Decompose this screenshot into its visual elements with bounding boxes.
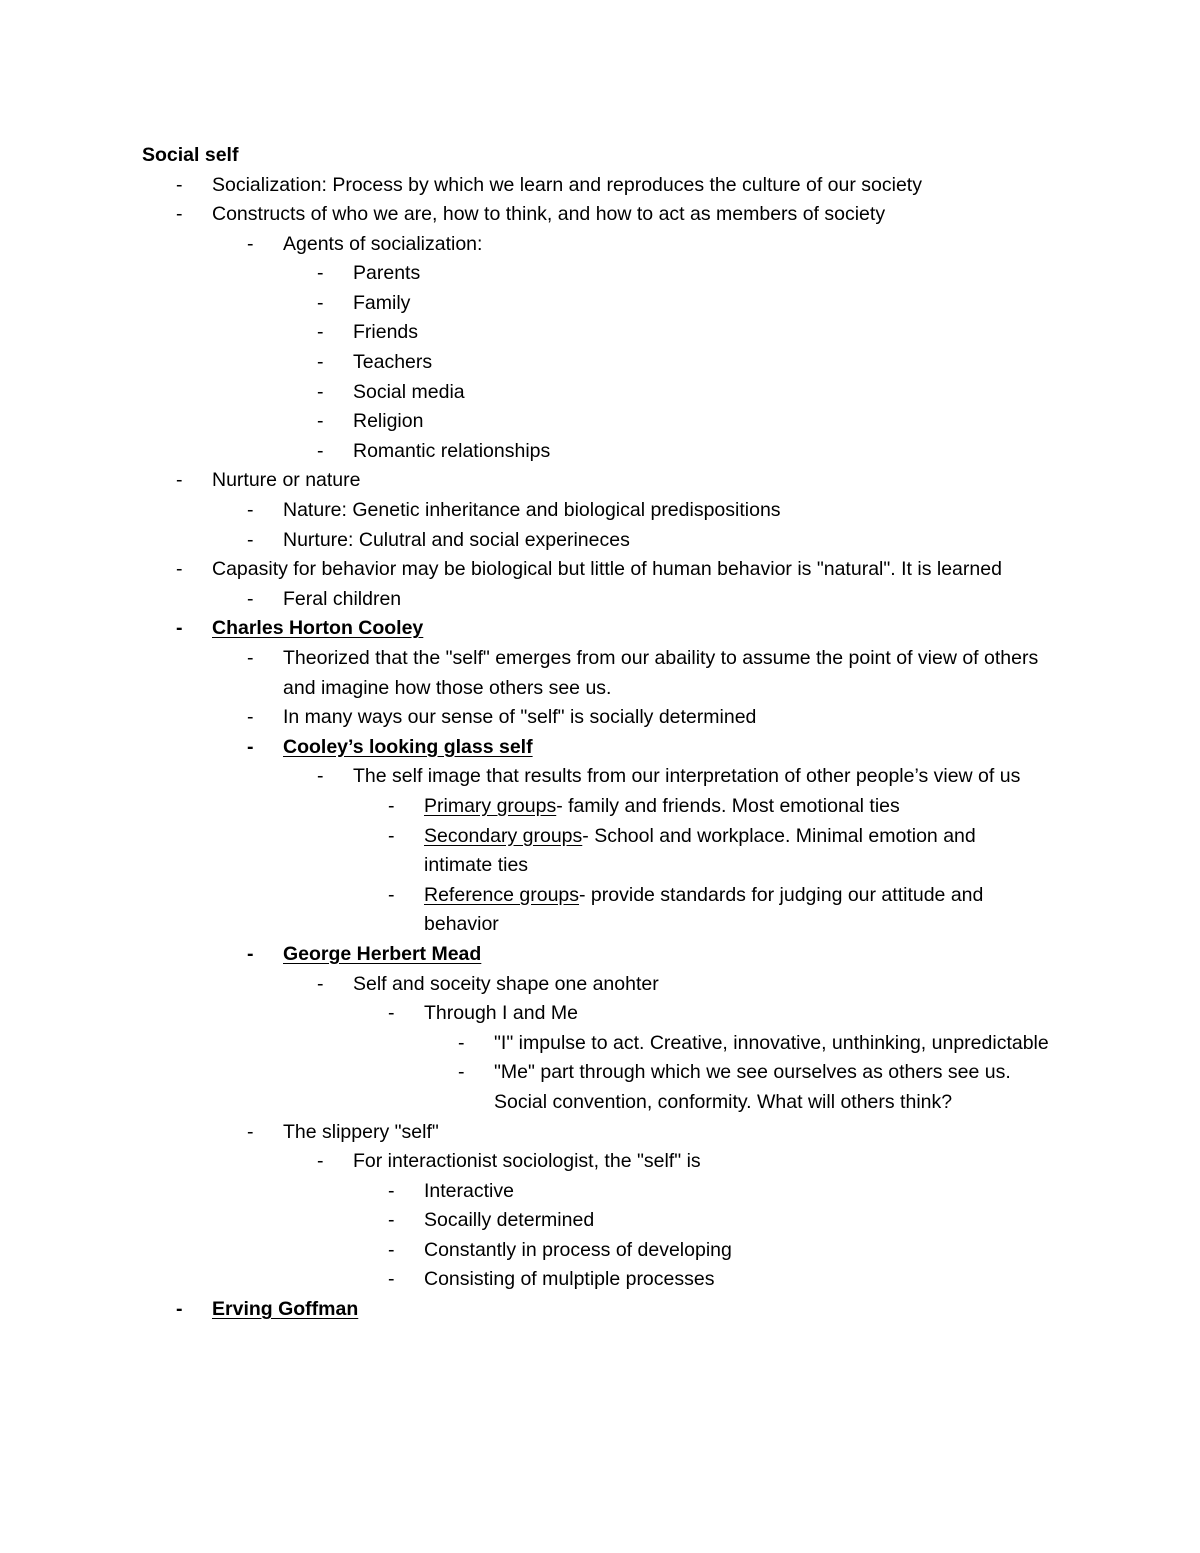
bullet-dash: - — [388, 1002, 395, 1025]
outline-item-text: Capasity for behavior may be biological but little of human behavior is "natural". It is learned — [212, 558, 1002, 581]
outline-item — [0, 437, 1200, 467]
outline-item-text: Parents — [353, 262, 421, 285]
outline-item-text: Nurture: Culutral and social experineces — [283, 528, 630, 551]
bullet-dash: - — [317, 321, 324, 344]
outline-heading-text: Cooley’s looking glass self — [283, 735, 533, 758]
outline-item-text: For interactionist sociologist, the "self" is — [353, 1150, 701, 1173]
outline-item — [0, 644, 1200, 703]
outline-list — [0, 171, 1200, 1325]
bullet-dash: - — [247, 232, 254, 255]
outline-heading — [0, 733, 1200, 763]
bullet-dash: - — [247, 499, 254, 522]
outline-item-text: Teachers — [353, 351, 433, 374]
outline-item — [0, 1265, 1200, 1295]
outline-heading-text: Charles Horton Cooley — [212, 617, 424, 640]
outline-item-text — [424, 881, 1049, 940]
outline-item — [0, 348, 1200, 378]
outline-item — [0, 822, 1200, 881]
outline-item-text: The slippery "self" — [283, 1120, 439, 1143]
outline-item — [0, 1177, 1200, 1207]
outline-item-text: Interactive — [424, 1179, 514, 1202]
bullet-dash: - — [388, 824, 395, 847]
group-term: Primary groups — [424, 794, 557, 817]
outline-item — [0, 318, 1200, 348]
outline-item-text: Socialization: Process by which we learn and reproduces the culture of our society — [212, 173, 922, 196]
bullet-dash: - — [176, 558, 183, 581]
outline-item — [0, 407, 1200, 437]
outline-item-text: Consisting of mulptiple processes — [424, 1268, 715, 1291]
bullet-dash: - — [176, 1298, 183, 1321]
outline-heading-text: Erving Goffman — [212, 1298, 359, 1321]
outline-heading — [0, 1295, 1200, 1325]
outline-item-text: Religion — [353, 410, 424, 433]
outline-item-text: Theorized that the "self" emerges from our abaility to assume the point of view of others and imagine how those others see us. — [283, 647, 1039, 699]
outline-item — [0, 289, 1200, 319]
outline-item-text: "I" impulse to act. Creative, innovative, unthinking, unpredictable — [494, 1031, 1049, 1054]
bullet-dash: - — [388, 1209, 395, 1232]
outline-item-text: Feral children — [283, 587, 402, 610]
outline-item-text: Family — [353, 291, 411, 314]
group-term: Reference groups — [424, 883, 580, 906]
outline-item-text: Romantic relationships — [353, 439, 551, 462]
outline-item — [0, 585, 1200, 615]
outline-heading-text: George Herbert Mead — [283, 942, 482, 965]
outline-item — [0, 466, 1200, 496]
bullet-dash: - — [317, 1150, 324, 1173]
group-description: - School and workplace. Minimal emotion and intimate ties — [424, 824, 976, 877]
bullet-dash: - — [247, 735, 254, 758]
bullet-dash: - — [317, 972, 324, 995]
outline-item — [0, 970, 1200, 1000]
outline-item — [0, 526, 1200, 556]
bullet-dash: - — [388, 1179, 395, 1202]
bullet-dash: - — [247, 942, 254, 965]
outline-item — [0, 762, 1200, 792]
outline-item — [0, 496, 1200, 526]
outline-item — [0, 881, 1200, 940]
outline-item-text: Constantly in process of developing — [424, 1238, 732, 1261]
bullet-dash: - — [317, 291, 324, 314]
document-title: Social self — [142, 144, 239, 166]
outline-item — [0, 555, 1200, 585]
outline-item — [0, 230, 1200, 260]
outline-item-text: "Me" part through which we see ourselves as others see us. Social convention, conformity. What will others think? — [494, 1061, 1011, 1113]
outline-item — [0, 1118, 1200, 1148]
outline-item-text: Self and soceity shape one anohter — [353, 972, 659, 995]
bullet-dash: - — [458, 1061, 465, 1084]
outline-item — [0, 703, 1200, 733]
outline-item — [0, 378, 1200, 408]
bullet-dash: - — [176, 173, 183, 196]
outline-item-text: Socailly determined — [424, 1209, 595, 1232]
outline-item-text: The self image that results from our interpretation of other people’s view of us — [353, 765, 1021, 788]
bullet-dash: - — [388, 1238, 395, 1261]
bullet-dash: - — [458, 1031, 465, 1054]
bullet-dash: - — [247, 587, 254, 610]
group-term: Secondary groups — [424, 824, 583, 847]
bullet-dash: - — [317, 351, 324, 374]
bullet-dash: - — [317, 380, 324, 403]
bullet-dash: - — [388, 794, 395, 817]
bullet-dash: - — [247, 528, 254, 551]
bullet-dash: - — [388, 1268, 395, 1291]
bullet-dash: - — [176, 469, 183, 492]
bullet-dash: - — [247, 647, 254, 669]
group-description: - provide standards for judging our attitude and behavior — [424, 883, 984, 936]
outline-item-text: Social media — [353, 380, 465, 403]
bullet-dash: - — [247, 1120, 254, 1143]
outline-item-text — [424, 792, 1049, 822]
bullet-dash: - — [317, 765, 324, 788]
outline-item-text: Nurture or nature — [212, 469, 361, 492]
outline-item — [0, 1147, 1200, 1177]
bullet-dash: - — [176, 617, 183, 640]
outline-item-text: Nature: Genetic inheritance and biological predispositions — [283, 499, 781, 522]
outline-heading — [0, 940, 1200, 970]
bullet-dash: - — [317, 262, 324, 285]
bullet-dash: - — [317, 439, 324, 462]
outline-heading — [0, 614, 1200, 644]
outline-item — [0, 1206, 1200, 1236]
outline-item — [0, 792, 1200, 822]
group-description: - family and friends. Most emotional ties — [556, 794, 900, 817]
outline-item-text: Agents of socialization: — [283, 232, 483, 255]
outline-item — [0, 1029, 1200, 1059]
outline-item-text: In many ways our sense of "self" is socially determined — [283, 706, 757, 729]
outline-item-text: Friends — [353, 321, 419, 344]
outline-item — [0, 999, 1200, 1029]
outline-item-text: Constructs of who we are, how to think, and how to act as members of society — [212, 203, 886, 226]
bullet-dash: - — [317, 410, 324, 433]
outline-item — [0, 171, 1200, 201]
bullet-dash: - — [388, 883, 395, 906]
outline-item — [0, 1236, 1200, 1266]
bullet-dash: - — [247, 706, 254, 729]
outline-item-text: Through I and Me — [424, 1002, 578, 1025]
bullet-dash: - — [176, 203, 183, 226]
outline-item-text — [424, 822, 1049, 881]
outline-item — [0, 200, 1200, 230]
outline-item — [0, 1058, 1200, 1117]
outline-item — [0, 259, 1200, 289]
